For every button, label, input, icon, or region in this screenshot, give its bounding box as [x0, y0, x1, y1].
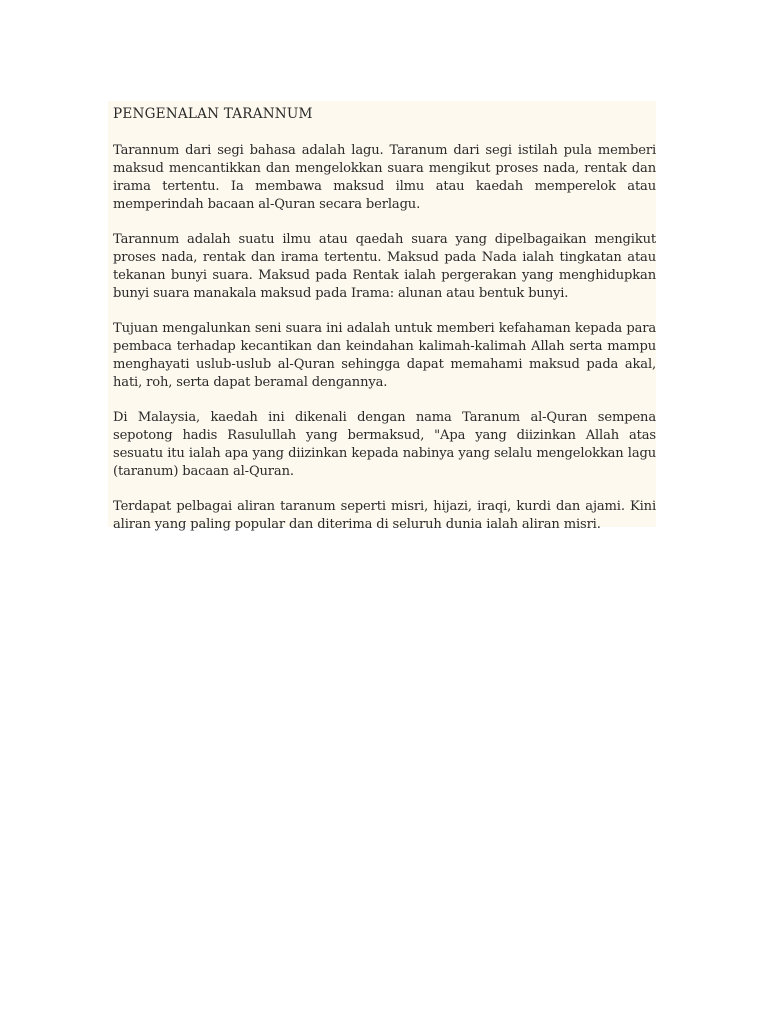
paragraph-tujuan: Tujuan mengalunkan seni suara ini adalah untuk memberi kefahaman kepada para pembaca terhadap kecantikan dan keindahan kalimah-kalimah Allah serta mampu menghayati uslub-uslub al-Quran sehingga dapat memahami maksud pada akal, hati, roh, serta dapat beramal dengannya. — [113, 321, 656, 390]
document-text-block — [108, 101, 656, 532]
paragraph-aliran: Terdapat pelbagai aliran taranum seperti misri, hijazi, iraqi, kurdi dan ajami. Kini aliran yang paling popular dan diterima di seluruh dunia ialah aliran misri. — [113, 499, 656, 532]
paragraph-nada-rentak-irama: Tarannum adalah suatu ilmu atau qaedah suara yang dipelbagaikan mengikut proses nada, rentak dan irama tertentu. Maksud pada Nada ialah tingkatan atau tekanan bunyi suara. Maksud pada Rentak ialah pergerakan yang menghidupkan bunyi suara manakala maksud pada Irama: alunan atau bentuk bunyi. — [113, 232, 656, 301]
document-title: PENGENALAN TARANNUM — [113, 106, 313, 122]
paragraph-malaysia: Di Malaysia, kaedah ini dikenali dengan nama Taranum al-Quran sempena sepotong hadis Rasulullah yang bermaksud, "Apa yang diizinkan Allah atas sesuatu itu ialah apa yang diizinkan kepada nabinya yang selalu mengelokkan lagu (taranum) bacaan al-Quran. — [113, 410, 656, 479]
paragraph-definition: Tarannum dari segi bahasa adalah lagu. Taranum dari segi istilah pula memberi maksud mencantikkan dan mengelokkan suara mengikut proses nada, rentak dan irama tertentu. Ia membawa maksud ilmu atau kaedah memperelok atau memperindah bacaan al-Quran secara berlagu. — [113, 143, 656, 212]
